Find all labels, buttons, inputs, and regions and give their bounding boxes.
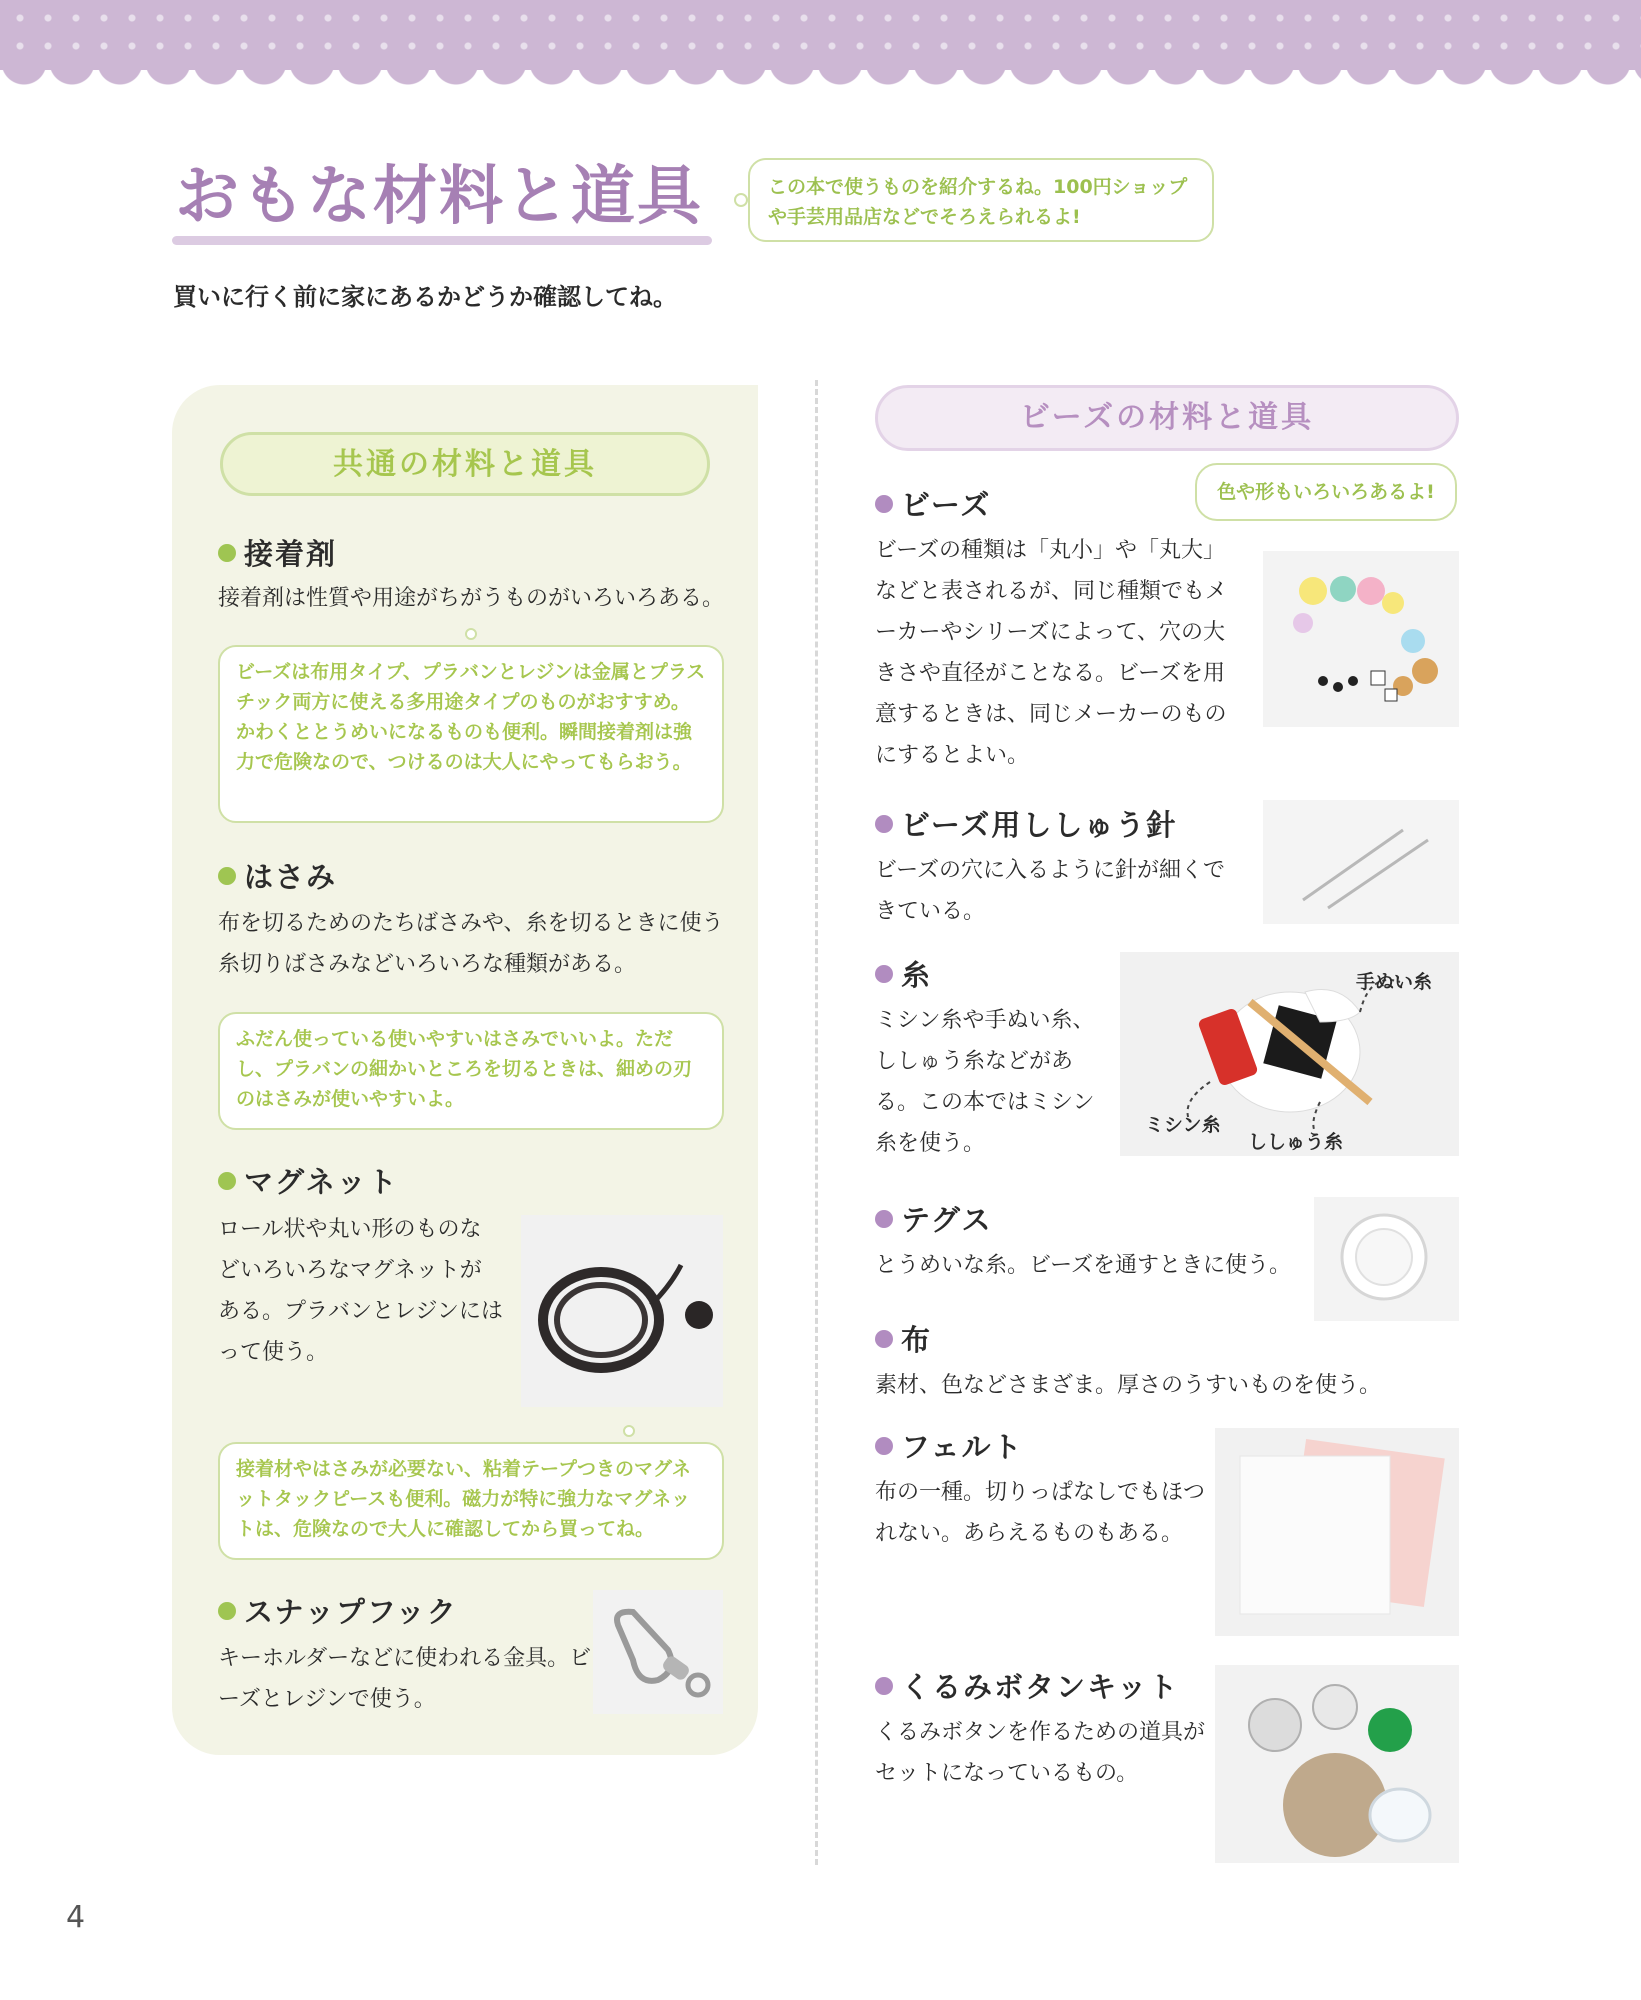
item-name: はさみ bbox=[244, 860, 338, 894]
felt-photo bbox=[1215, 1428, 1459, 1636]
item-name: ビーズ bbox=[901, 488, 992, 522]
speech-bubble-tail bbox=[734, 193, 748, 207]
bullet-dot bbox=[875, 1330, 893, 1348]
item-heading bbox=[875, 803, 1177, 844]
magnet-illustration bbox=[521, 1215, 723, 1407]
thread-label-hand: 手ぬい糸 bbox=[1356, 971, 1433, 993]
item-heading bbox=[218, 1590, 458, 1631]
item-description: くるみボタンを作るための道具がセットになっているもの。 bbox=[875, 1720, 1206, 1786]
page-number: 4 bbox=[66, 1900, 86, 1935]
bullet-dot bbox=[218, 1602, 236, 1620]
item-heading bbox=[875, 483, 991, 524]
column-divider bbox=[815, 380, 818, 1865]
item-name: くるみボタンキット bbox=[901, 1670, 1180, 1704]
item-name: フェルト bbox=[901, 1430, 1024, 1464]
item-heading bbox=[875, 953, 932, 994]
common-section-title: 共通の材料と道具 bbox=[220, 432, 710, 496]
bullet-dot bbox=[218, 1172, 236, 1190]
item-name: テグス bbox=[901, 1203, 993, 1237]
item-heading bbox=[218, 1160, 399, 1201]
beads-section-title: ビーズの材料と道具 bbox=[875, 385, 1459, 451]
item-heading bbox=[875, 1318, 932, 1359]
bullet-dot bbox=[875, 1437, 893, 1455]
bullet-dot bbox=[218, 544, 236, 562]
needle-illustration bbox=[1263, 800, 1459, 924]
bullet-dot bbox=[875, 965, 893, 983]
tip-note: ふだん使っている使いやすいはさみでいいよ。ただし、プラバンの細かいところを切るときは、細めの刃のはさみが使いやすいよ。 bbox=[218, 1012, 724, 1130]
beads-photo bbox=[1263, 551, 1459, 727]
item-description: ミシン糸や手ぬい糸、ししゅう糸などがある。この本ではミシン糸を使う。 bbox=[875, 1008, 1095, 1156]
item-heading bbox=[218, 855, 337, 896]
tegusu-photo bbox=[1314, 1197, 1459, 1321]
thread-label-machine: ミシン糸 bbox=[1145, 1114, 1221, 1136]
item-description: ビーズの種類は「丸小」や「丸大」などと表されるが、同じ種類でもメーカーやシリーズによって、穴の大きさや直径がことなる。ビーズを用意するときは、同じメーカーのものにするとよい。 bbox=[875, 538, 1228, 768]
thread-label-embroidery: ししゅう糸 bbox=[1248, 1131, 1344, 1153]
item-description: 素材、色などさまざま。厚さのうすいものを使う。 bbox=[875, 1373, 1382, 1398]
item-description: とうめいな糸。ビーズを通すときに使う。 bbox=[875, 1253, 1292, 1278]
scalloped-edge bbox=[0, 62, 1641, 92]
item-description: 布を切るためのたちばさみや、糸を切るときに使う糸切りばさみなどいろいろな種類がある。 bbox=[218, 911, 724, 977]
item-description: 接着剤は性質や用途がちがうものがいろいろある。 bbox=[218, 586, 725, 611]
item-name: 布 bbox=[901, 1323, 933, 1357]
item-heading bbox=[875, 1665, 1179, 1706]
needle-photo bbox=[1263, 800, 1459, 924]
note-tail bbox=[465, 628, 477, 640]
thread-photo bbox=[1120, 952, 1459, 1156]
page-title: おもな材料と道具 bbox=[175, 160, 703, 234]
felt-illustration bbox=[1215, 1428, 1459, 1636]
button-kit-photo bbox=[1215, 1665, 1459, 1863]
item-heading bbox=[875, 1425, 1024, 1466]
item-name: ビーズ用ししゅう針 bbox=[901, 808, 1178, 842]
tip-note: ビーズは布用タイプ、プラバンとレジンは金属とプラスチック両方に使える多用途タイプのものがおすすめ。かわくととうめいになるものも便利。瞬間接着剤は強力で危険なので、つけるのは大人にやってもらおう。 bbox=[218, 645, 724, 823]
bullet-dot bbox=[875, 495, 893, 513]
bullet-dot bbox=[218, 867, 236, 885]
bullet-dot bbox=[875, 1210, 893, 1228]
item-description: ロール状や丸い形のものなどいろいろなマグネットがある。プラバンとレジンにはって使う。 bbox=[218, 1217, 503, 1365]
bullet-dot bbox=[875, 815, 893, 833]
beads-illustration bbox=[1263, 551, 1459, 727]
beads-speech-bubble: 色や形もいろいろあるよ! bbox=[1195, 463, 1457, 521]
top-decorative-band bbox=[0, 0, 1641, 70]
magnet-photo bbox=[521, 1215, 723, 1407]
snap-hook-photo bbox=[593, 1590, 723, 1714]
item-name: スナップフック bbox=[244, 1595, 458, 1629]
tip-note: 接着材やはさみが必要ない、粘着テープつきのマグネットタックピースも便利。磁力が特に強力なマグネットは、危険なので大人に確認してから買ってね。 bbox=[218, 1442, 724, 1560]
bullet-dot bbox=[875, 1677, 893, 1695]
button-kit-illustration bbox=[1215, 1665, 1459, 1863]
item-name: マグネット bbox=[244, 1165, 399, 1199]
item-heading bbox=[875, 1198, 993, 1239]
page-subtitle: 買いに行く前に家にあるかどうか確認してね。 bbox=[173, 283, 677, 311]
intro-speech-bubble: この本で使うものを紹介するね。100円ショップや手芸用品店などでそろえられるよ! bbox=[748, 158, 1214, 242]
item-description: キーホルダーなどに使われる金具。ビーズとレジンで使う。 bbox=[218, 1646, 592, 1712]
title-underline bbox=[172, 236, 712, 245]
item-description: 布の一種。切りっぱなしでもほつれない。あらえるものもある。 bbox=[875, 1480, 1206, 1546]
item-description: ビーズの穴に入るように針が細くできている。 bbox=[875, 858, 1226, 924]
item-name: 糸 bbox=[901, 958, 933, 992]
snap-hook-illustration bbox=[593, 1590, 723, 1714]
tegusu-illustration bbox=[1314, 1197, 1459, 1321]
item-name: 接着剤 bbox=[244, 537, 338, 571]
item-heading bbox=[218, 532, 337, 573]
note-tail bbox=[623, 1425, 635, 1437]
